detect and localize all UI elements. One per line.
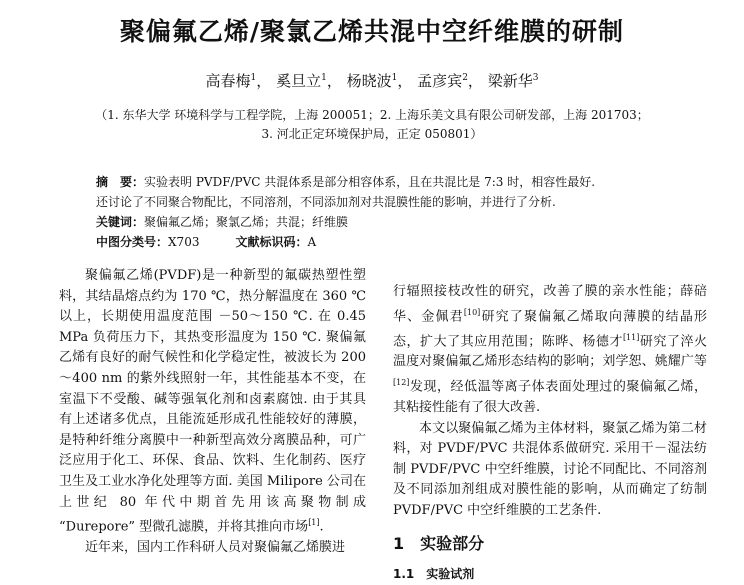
paragraph-text: 近年来，国内工作科研人员对聚偏氟乙烯膜进 [85,540,346,556]
author-separator: ， [256,72,272,90]
body-paragraph [59,266,366,538]
doc-code-label: 文献标识码： [235,235,308,249]
keywords-label: 关键词： [96,215,145,229]
paragraph-text: . [319,519,324,535]
affiliation-line: 3. 河北正定环境保护局，正定 050801） [261,127,483,141]
right-column [393,282,707,522]
body-paragraph [393,282,707,419]
paragraph-text: 本文以聚偏氟乙烯为主体材料，聚氯乙烯为第二材料，对 PVDF/PVC 共混体系做研究. 采用干－湿法纺制 PVDF/PVC 中空纤维膜，讨论不同配比、不同溶剂及不同添加剂组成对膜性能的影响，从而确定了纺制 PVDF/PVC 中空纤维膜的工艺条件. [393,420,707,518]
abstract-label: 摘 要： [96,175,145,189]
author-name: 杨晓波 [346,72,392,90]
keywords-line [96,212,656,232]
paragraph-text: 发现，经低温等离子体表面处理过的聚偏氟乙烯，其粘接性能有了很大改善. [393,379,707,415]
abstract-line [96,172,656,192]
clc-code: X703 [168,235,200,249]
abstract-text: 实验表明 PVDF/PVC 共混体系是部分相容体系，且在共混比是 7:3 时，相容性最好. [144,175,596,189]
citation-ref: [1] [308,518,320,528]
author-name: 孟彦宾 [417,72,463,90]
classification-line [96,232,656,252]
author-separator: ， [467,72,483,90]
affiliation-line: （1. 东华大学 环境科学与工程学院，上海 200051；2. 上海乐美文具有限公司研发部，上海 201703； [95,108,649,122]
doc-code: A [307,235,317,249]
keywords: 聚偏氟乙烯；聚氯乙烯；共混；纤维膜 [144,215,349,229]
author-name: 高春梅 [205,72,251,90]
paragraph-text: 研究了淬火温度对聚偏氟乙烯形态结构的影响；刘学恕、姚耀广等 [393,333,707,370]
author-affiliation-mark: 1 [321,73,327,83]
citation-ref: [12] [393,378,410,388]
citation-ref: [11] [622,332,640,342]
abstract [96,172,656,252]
abstract-line [96,192,656,212]
author-separator: ， [326,72,342,90]
author-affiliation-mark: 2 [462,73,468,83]
abstract-text: 还讨论了不同聚合物配比，不同溶剂，不同添加剂对共混膜性能的影响，并进行了分析. [96,195,556,209]
author-separator: ， [397,72,413,90]
left-column [59,266,366,559]
clc-label: 中图分类号： [96,235,169,249]
author-name: 奚旦立 [276,72,322,90]
author-affiliation-mark: 1 [250,73,257,83]
paragraph-text: 行辐照接枝改性的研究，改善了膜的亲水性能；薛碚华、金佩君 [393,284,707,324]
citation-ref: [10] [463,307,481,317]
section-heading: 1 实验部分 [393,534,485,553]
author-affiliation-mark: 1 [391,73,398,83]
subsection-heading: 1.1 实验试剂 [393,567,475,581]
body-paragraph [393,419,707,522]
paper-title: 聚偏氟乙烯/聚氯乙烯共混中空纤维膜的研制 [119,17,625,46]
body-paragraph [59,538,366,559]
author-name: 梁新华 [487,72,533,90]
author-affiliation-mark: 3 [532,73,539,83]
paragraph-text: 研究了聚偏氟乙烯取向薄膜的结晶形态，扩大了其应用范围；陈晔、杨德才 [393,308,707,349]
author-list [0,70,744,91]
paragraph-text: 聚偏氟乙烯(PVDF)是一种新型的氟碳热塑性塑料，其结晶熔点约为 170 ℃，热分解温度在 360 ℃ 以上，长期使用温度范围 －50～150 ℃. 在 0.45 MPa 负荷压力下，其热变形温度为 150 ℃. 聚偏氟乙烯有良好的耐气候性和化学稳定性，被波长为 200～400 nm 的紫外线照射一年，其性能基本不变，在室温下不受酸、碱等强氧化剂和卤素腐蚀. 由于其具有上述诸多优点，且能流延形成孔性能较好的薄膜，是特种纤维分离膜中一种新型高效分离膜品种，可广泛应用于化工、环保、食品、饮料、生化制药、医疗卫生及工业水净化处理等方面. 美国 Milipore 公司在上世纪 80 年代中期首先用该高聚物制成 “Durepore” 型微孔滤膜，并将其推向市场 [59,268,366,535]
